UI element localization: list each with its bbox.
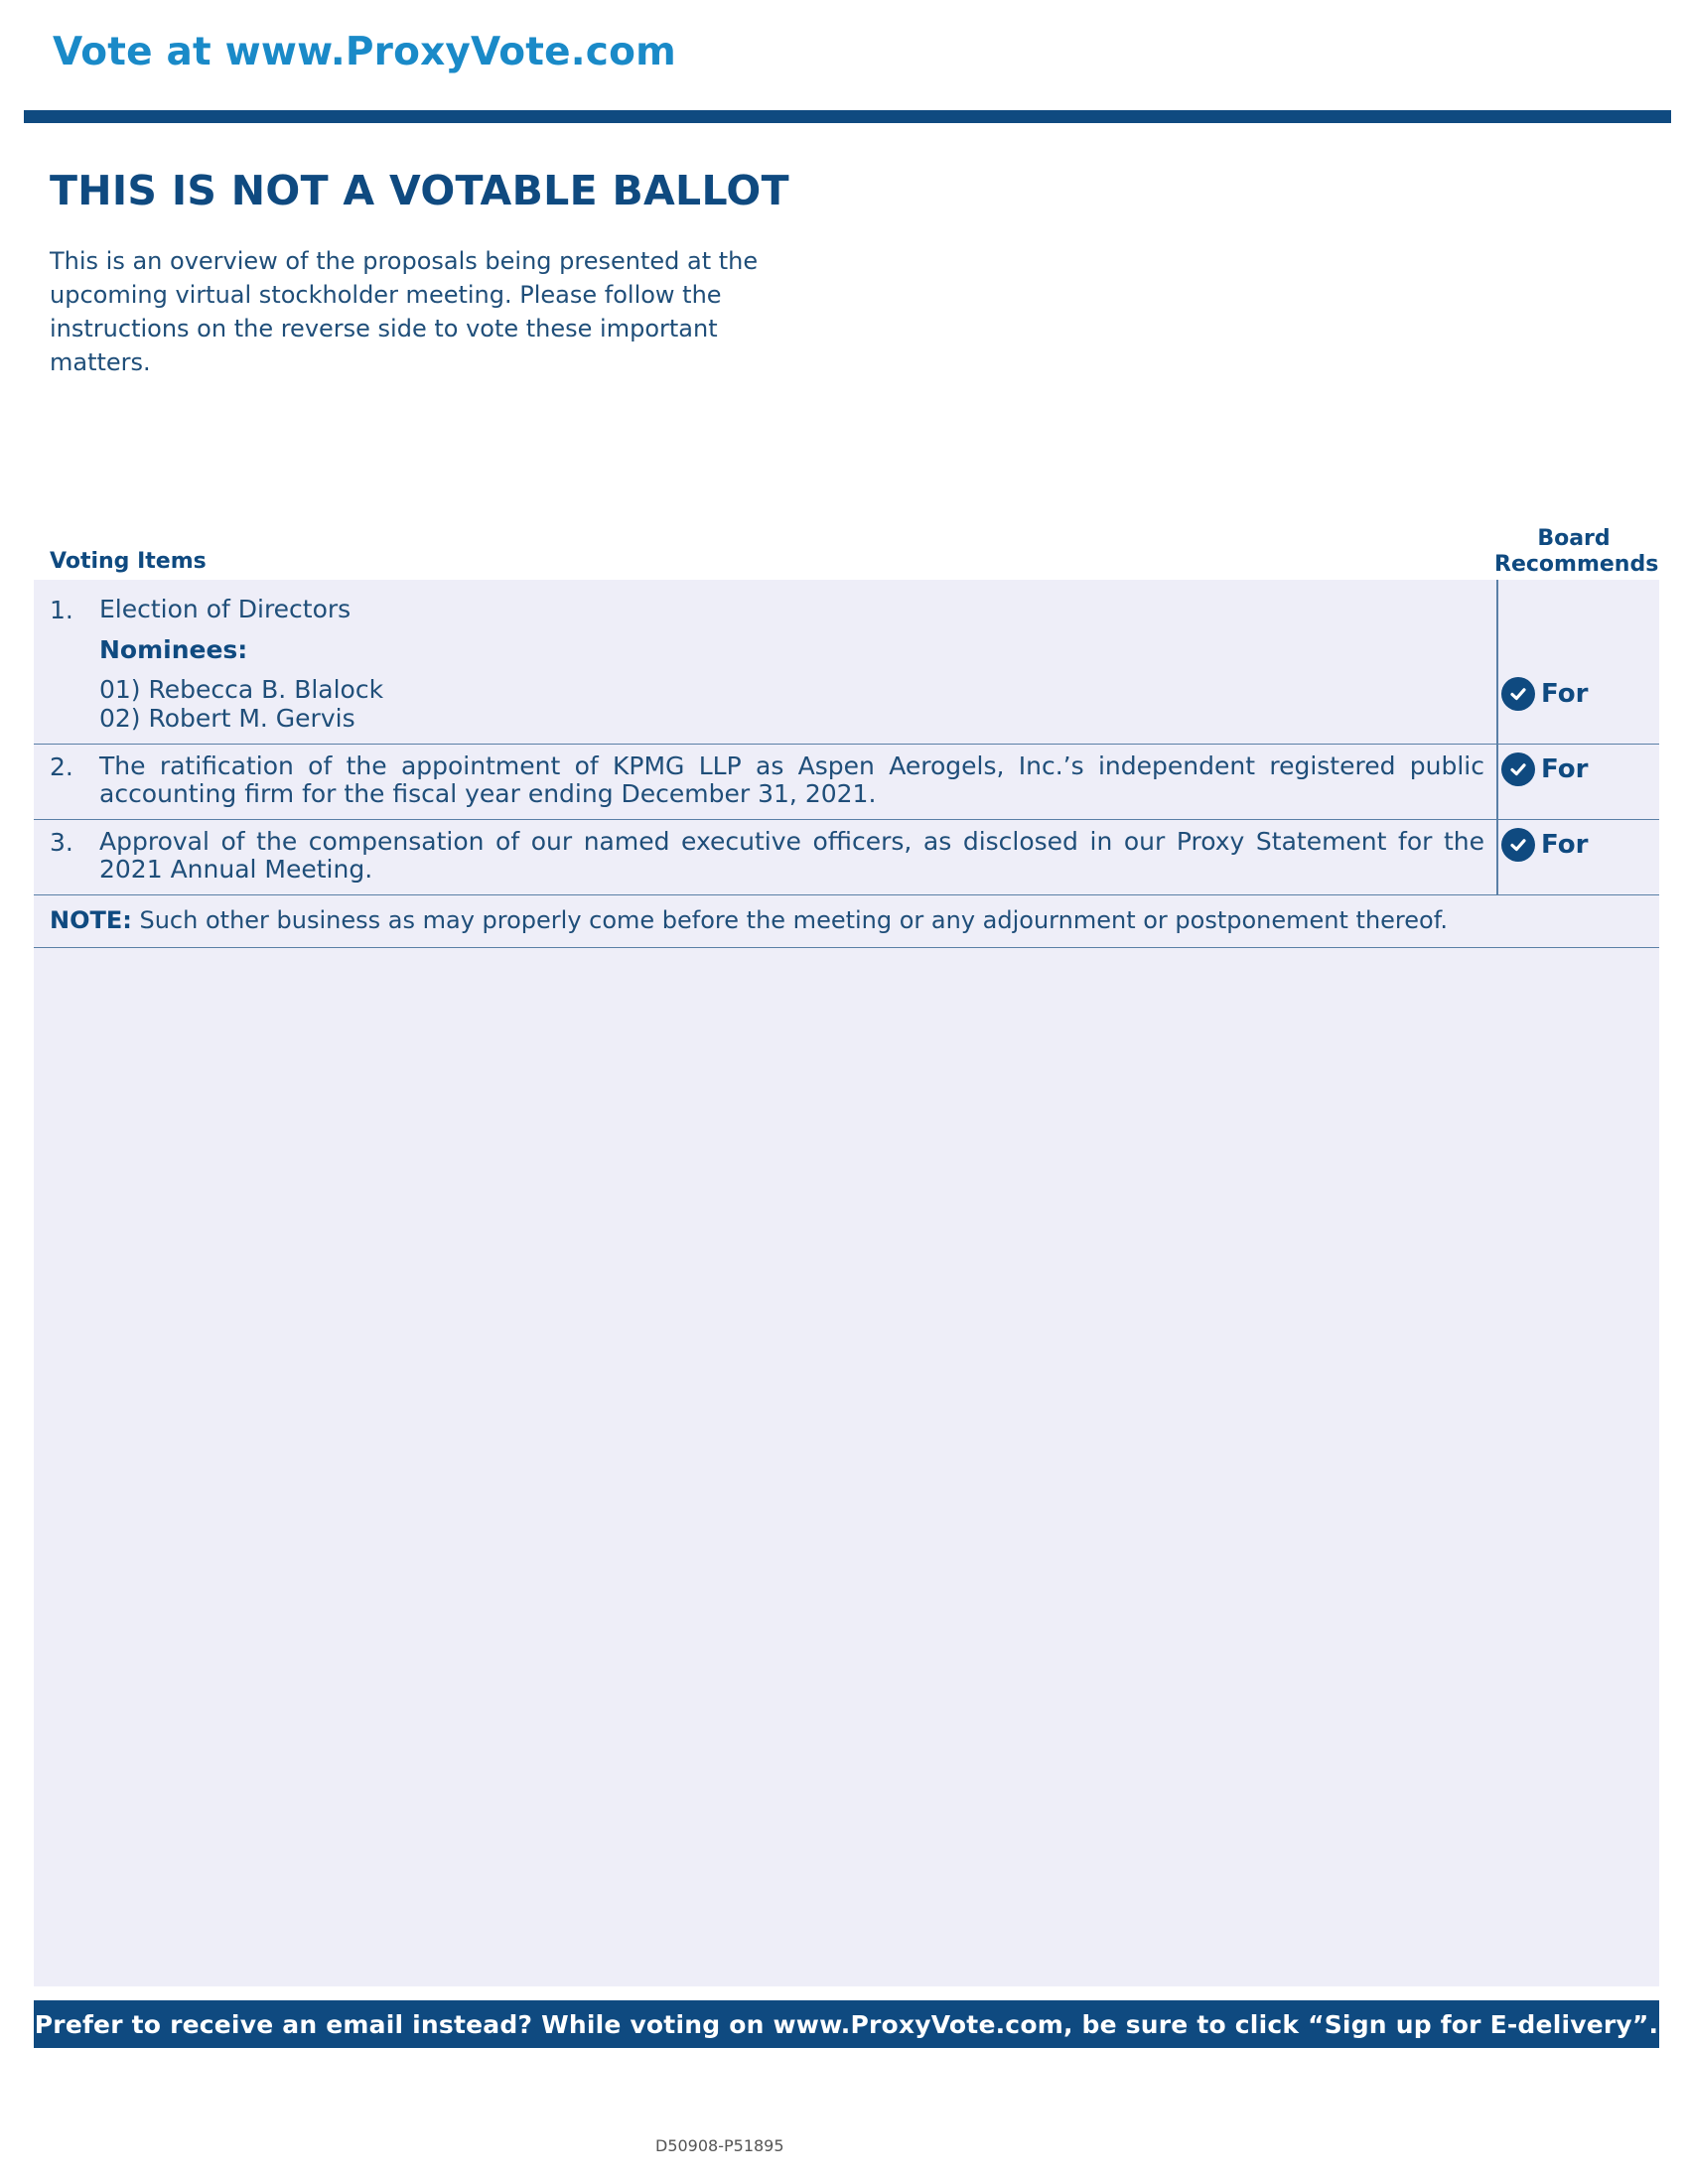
recommendation-label: For bbox=[1541, 754, 1589, 784]
voting-item-3 bbox=[34, 820, 1659, 895]
edelivery-banner bbox=[34, 2000, 1659, 2048]
voting-item-2 bbox=[34, 745, 1659, 820]
check-circle-icon bbox=[1501, 752, 1535, 786]
document-code: D50908-P51895 bbox=[655, 2136, 784, 2155]
note-label: NOTE: bbox=[50, 906, 132, 934]
item-text: Election of Directors bbox=[99, 595, 352, 623]
note-row bbox=[34, 895, 1659, 948]
item-text: The ratification of the appointment of KPMG LLP as Aspen Aerogels, Inc.’s independent registered public accounting firm for the fiscal year ending December 31, 2021. bbox=[99, 751, 1484, 808]
check-circle-icon bbox=[1501, 828, 1535, 862]
voting-item-1 bbox=[34, 580, 1659, 745]
item-number: 2. bbox=[50, 752, 73, 781]
nominee-item: 01) Rebecca B. Blalock bbox=[99, 675, 384, 704]
column-divider bbox=[1496, 580, 1498, 744]
header-divider bbox=[24, 110, 1671, 123]
note-body: Such other business as may properly come before the meeting or any adjournment or postponement thereof. bbox=[131, 906, 1449, 934]
column-header-board-line2: Recommends bbox=[1494, 552, 1659, 577]
edelivery-banner-text: Prefer to receive an email instead? While voting on www.ProxyVote.com, be sure to click “Sign up for E-delivery”. bbox=[34, 2009, 1659, 2039]
item-text: Approval of the compensation of our named executive officers, as disclosed in our Proxy Statement for the 2021 Annual Meeting. bbox=[99, 827, 1484, 884]
item-number: 1. bbox=[50, 596, 73, 624]
nominee-list bbox=[99, 675, 383, 733]
check-circle-icon bbox=[1501, 677, 1535, 711]
nominee-item: 02) Robert M. Gervis bbox=[99, 704, 355, 733]
nominees-label: Nominees: bbox=[99, 635, 248, 664]
note-text bbox=[50, 906, 1448, 934]
proxyvote-link[interactable]: Vote at www.ProxyVote.com bbox=[53, 30, 676, 74]
page-title: THIS IS NOT A VOTABLE BALLOT bbox=[50, 167, 789, 214]
column-header-board-line1: Board bbox=[1537, 526, 1611, 551]
recommendation-label: For bbox=[1541, 830, 1589, 860]
item-number: 3. bbox=[50, 828, 73, 857]
column-header-board-recommends bbox=[1494, 526, 1659, 578]
column-header-voting-items: Voting Items bbox=[50, 549, 207, 574]
board-recommendation bbox=[1501, 828, 1588, 862]
column-divider bbox=[1496, 820, 1498, 894]
board-recommendation bbox=[1501, 752, 1588, 786]
column-divider bbox=[1496, 745, 1498, 819]
board-recommendation bbox=[1501, 677, 1588, 711]
recommendation-label: For bbox=[1541, 679, 1589, 709]
intro-text: This is an overview of the proposals being presented at the upcoming virtual stockholder meeting. Please follow the instructions on the reverse side to vote these important matters. bbox=[50, 247, 759, 376]
